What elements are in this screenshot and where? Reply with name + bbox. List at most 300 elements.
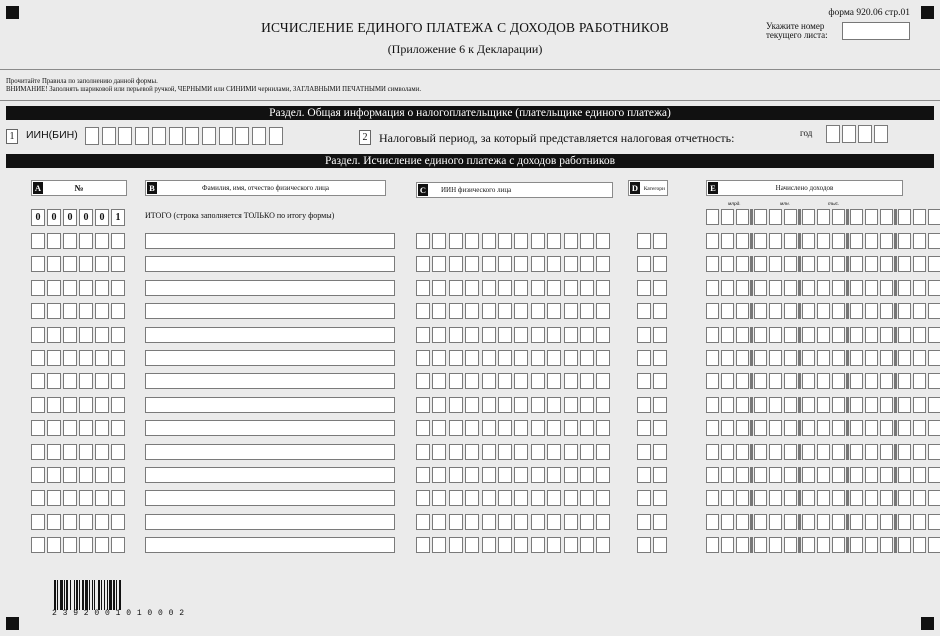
iin-digit-cell[interactable] [416, 467, 430, 483]
iin-digit-cell[interactable] [416, 537, 430, 553]
income-digit-cell[interactable] [721, 514, 734, 530]
income-digit-cell[interactable] [736, 303, 749, 319]
iin-digit-cell[interactable] [596, 327, 610, 343]
income-digit-cell[interactable] [769, 467, 782, 483]
income-digit-cell[interactable] [817, 350, 830, 366]
income-digit-cell[interactable] [913, 303, 926, 319]
row-number-cell[interactable] [47, 444, 61, 460]
income-digit-cell[interactable] [898, 256, 911, 272]
iin-digit-cell[interactable] [432, 373, 446, 389]
income-digit-cell[interactable] [784, 350, 797, 366]
full-name-field[interactable] [145, 514, 395, 530]
iin-digit-cell[interactable] [514, 303, 528, 319]
income-digit-cell[interactable] [802, 397, 815, 413]
income-digit-cell[interactable] [928, 327, 940, 343]
income-digit-cell[interactable] [802, 303, 815, 319]
category-digit-cell[interactable] [637, 514, 651, 530]
income-digit-cell[interactable] [769, 350, 782, 366]
income-digit-cell[interactable] [850, 373, 863, 389]
iin-digit-cell[interactable] [514, 444, 528, 460]
income-digit-cell[interactable] [865, 350, 878, 366]
row-number-cell[interactable] [79, 350, 93, 366]
iin-digit-cell[interactable] [514, 420, 528, 436]
full-name-field[interactable] [145, 537, 395, 553]
income-digit-cell[interactable] [706, 537, 719, 553]
category-digit-cell[interactable] [637, 490, 651, 506]
income-digit-cell[interactable] [736, 490, 749, 506]
iin-bin-digit-cell[interactable] [118, 127, 132, 145]
income-digit-cell[interactable] [832, 537, 845, 553]
row-number-cell[interactable] [63, 373, 77, 389]
itogo-income-digit-cell[interactable] [802, 209, 815, 225]
income-digit-cell[interactable] [865, 303, 878, 319]
income-digit-cell[interactable] [898, 233, 911, 249]
income-digit-cell[interactable] [880, 280, 893, 296]
income-digit-cell[interactable] [784, 420, 797, 436]
income-digit-cell[interactable] [865, 256, 878, 272]
income-digit-cell[interactable] [898, 444, 911, 460]
iin-digit-cell[interactable] [514, 514, 528, 530]
iin-digit-cell[interactable] [580, 490, 594, 506]
income-digit-cell[interactable] [817, 537, 830, 553]
sheet-number-field[interactable] [842, 22, 910, 40]
income-digit-cell[interactable] [721, 444, 734, 460]
row-number-cell[interactable] [63, 537, 77, 553]
income-digit-cell[interactable] [784, 280, 797, 296]
iin-digit-cell[interactable] [531, 350, 545, 366]
row-number-cell[interactable] [79, 420, 93, 436]
income-digit-cell[interactable] [832, 327, 845, 343]
income-digit-cell[interactable] [913, 350, 926, 366]
income-digit-cell[interactable] [898, 280, 911, 296]
income-digit-cell[interactable] [754, 537, 767, 553]
category-digit-cell[interactable] [653, 397, 667, 413]
income-digit-cell[interactable] [913, 537, 926, 553]
iin-digit-cell[interactable] [564, 467, 578, 483]
income-digit-cell[interactable] [880, 537, 893, 553]
income-digit-cell[interactable] [802, 420, 815, 436]
row-number-cell[interactable] [111, 397, 125, 413]
category-digit-cell[interactable] [637, 327, 651, 343]
income-digit-cell[interactable] [880, 420, 893, 436]
category-digit-cell[interactable] [653, 280, 667, 296]
iin-digit-cell[interactable] [564, 373, 578, 389]
income-digit-cell[interactable] [913, 467, 926, 483]
income-digit-cell[interactable] [784, 537, 797, 553]
row-number-cell[interactable] [79, 444, 93, 460]
row-number-cell[interactable] [95, 514, 109, 530]
iin-digit-cell[interactable] [498, 490, 512, 506]
income-digit-cell[interactable] [928, 280, 940, 296]
income-digit-cell[interactable] [802, 327, 815, 343]
iin-digit-cell[interactable] [531, 373, 545, 389]
row-number-cell[interactable] [95, 444, 109, 460]
iin-digit-cell[interactable] [416, 327, 430, 343]
income-digit-cell[interactable] [850, 303, 863, 319]
income-digit-cell[interactable] [880, 327, 893, 343]
income-digit-cell[interactable] [784, 233, 797, 249]
row-number-cell[interactable] [31, 514, 45, 530]
income-digit-cell[interactable] [736, 514, 749, 530]
income-digit-cell[interactable] [769, 327, 782, 343]
row-number-cell[interactable] [111, 350, 125, 366]
iin-digit-cell[interactable] [498, 280, 512, 296]
income-digit-cell[interactable] [769, 420, 782, 436]
iin-digit-cell[interactable] [432, 303, 446, 319]
income-digit-cell[interactable] [880, 490, 893, 506]
row-number-cell[interactable] [31, 467, 45, 483]
iin-digit-cell[interactable] [580, 514, 594, 530]
iin-digit-cell[interactable] [482, 397, 496, 413]
income-digit-cell[interactable] [721, 280, 734, 296]
row-number-cell[interactable] [31, 350, 45, 366]
iin-digit-cell[interactable] [449, 327, 463, 343]
iin-digit-cell[interactable] [547, 303, 561, 319]
income-digit-cell[interactable] [754, 256, 767, 272]
iin-digit-cell[interactable] [596, 303, 610, 319]
iin-digit-cell[interactable] [449, 256, 463, 272]
income-digit-cell[interactable] [802, 537, 815, 553]
income-digit-cell[interactable] [913, 256, 926, 272]
income-digit-cell[interactable] [706, 420, 719, 436]
iin-digit-cell[interactable] [596, 490, 610, 506]
iin-digit-cell[interactable] [482, 327, 496, 343]
income-digit-cell[interactable] [721, 373, 734, 389]
row-number-cell[interactable] [111, 256, 125, 272]
row-number-cell[interactable] [95, 537, 109, 553]
income-digit-cell[interactable] [817, 233, 830, 249]
iin-digit-cell[interactable] [416, 303, 430, 319]
income-digit-cell[interactable] [721, 420, 734, 436]
iin-digit-cell[interactable] [416, 490, 430, 506]
income-digit-cell[interactable] [913, 397, 926, 413]
iin-digit-cell[interactable] [465, 397, 479, 413]
iin-digit-cell[interactable] [498, 303, 512, 319]
itogo-income-digit-cell[interactable] [817, 209, 830, 225]
iin-digit-cell[interactable] [465, 373, 479, 389]
iin-digit-cell[interactable] [531, 490, 545, 506]
income-digit-cell[interactable] [817, 327, 830, 343]
income-digit-cell[interactable] [913, 327, 926, 343]
income-digit-cell[interactable] [706, 373, 719, 389]
iin-digit-cell[interactable] [498, 514, 512, 530]
itogo-income-digit-cell[interactable] [898, 209, 911, 225]
income-digit-cell[interactable] [721, 397, 734, 413]
income-digit-cell[interactable] [754, 444, 767, 460]
income-digit-cell[interactable] [850, 327, 863, 343]
iin-digit-cell[interactable] [482, 256, 496, 272]
row-number-cell[interactable] [95, 490, 109, 506]
iin-digit-cell[interactable] [498, 256, 512, 272]
iin-digit-cell[interactable] [531, 420, 545, 436]
income-digit-cell[interactable] [850, 233, 863, 249]
income-digit-cell[interactable] [865, 537, 878, 553]
row-number-cell[interactable] [111, 444, 125, 460]
income-digit-cell[interactable] [721, 303, 734, 319]
income-digit-cell[interactable] [736, 256, 749, 272]
income-digit-cell[interactable] [865, 280, 878, 296]
category-digit-cell[interactable] [653, 327, 667, 343]
row-number-cell[interactable] [31, 444, 45, 460]
income-digit-cell[interactable] [850, 537, 863, 553]
full-name-field[interactable] [145, 490, 395, 506]
income-digit-cell[interactable] [832, 303, 845, 319]
row-number-cell[interactable] [63, 467, 77, 483]
income-digit-cell[interactable] [832, 514, 845, 530]
iin-digit-cell[interactable] [531, 537, 545, 553]
row-number-cell[interactable] [31, 233, 45, 249]
income-digit-cell[interactable] [832, 397, 845, 413]
iin-digit-cell[interactable] [416, 256, 430, 272]
income-digit-cell[interactable] [802, 514, 815, 530]
income-digit-cell[interactable] [706, 303, 719, 319]
iin-digit-cell[interactable] [596, 467, 610, 483]
iin-digit-cell[interactable] [547, 327, 561, 343]
category-digit-cell[interactable] [637, 233, 651, 249]
income-digit-cell[interactable] [850, 467, 863, 483]
iin-digit-cell[interactable] [482, 350, 496, 366]
iin-digit-cell[interactable] [432, 327, 446, 343]
category-digit-cell[interactable] [653, 490, 667, 506]
iin-bin-digit-cell[interactable] [102, 127, 116, 145]
iin-digit-cell[interactable] [449, 373, 463, 389]
iin-digit-cell[interactable] [564, 514, 578, 530]
income-digit-cell[interactable] [721, 256, 734, 272]
income-digit-cell[interactable] [706, 467, 719, 483]
category-digit-cell[interactable] [653, 350, 667, 366]
row-number-cell[interactable] [111, 373, 125, 389]
income-digit-cell[interactable] [802, 467, 815, 483]
row-number-cell[interactable] [47, 373, 61, 389]
income-digit-cell[interactable] [721, 490, 734, 506]
income-digit-cell[interactable] [898, 397, 911, 413]
income-digit-cell[interactable] [784, 514, 797, 530]
row-number-cell[interactable] [95, 327, 109, 343]
row-number-cell[interactable] [31, 256, 45, 272]
row-number-cell[interactable] [95, 420, 109, 436]
income-digit-cell[interactable] [784, 444, 797, 460]
iin-digit-cell[interactable] [432, 537, 446, 553]
category-digit-cell[interactable] [653, 303, 667, 319]
row-number-cell[interactable] [79, 537, 93, 553]
income-digit-cell[interactable] [706, 490, 719, 506]
iin-digit-cell[interactable] [514, 373, 528, 389]
income-digit-cell[interactable] [817, 420, 830, 436]
itogo-income-digit-cell[interactable] [913, 209, 926, 225]
iin-digit-cell[interactable] [449, 303, 463, 319]
income-digit-cell[interactable] [898, 303, 911, 319]
row-number-cell[interactable] [111, 490, 125, 506]
year-digit-cell[interactable] [874, 125, 888, 143]
row-number-cell[interactable] [47, 490, 61, 506]
category-digit-cell[interactable] [637, 444, 651, 460]
income-digit-cell[interactable] [817, 303, 830, 319]
iin-digit-cell[interactable] [432, 280, 446, 296]
iin-digit-cell[interactable] [482, 373, 496, 389]
iin-digit-cell[interactable] [449, 514, 463, 530]
row-number-cell[interactable] [47, 420, 61, 436]
iin-digit-cell[interactable] [498, 350, 512, 366]
iin-digit-cell[interactable] [432, 233, 446, 249]
iin-digit-cell[interactable] [547, 514, 561, 530]
row-number-cell[interactable] [63, 256, 77, 272]
year-digit-cell[interactable] [842, 125, 856, 143]
row-number-cell[interactable] [111, 280, 125, 296]
income-digit-cell[interactable] [928, 514, 940, 530]
itogo-income-digit-cell[interactable] [928, 209, 940, 225]
iin-digit-cell[interactable] [465, 514, 479, 530]
row-number-cell[interactable] [79, 490, 93, 506]
income-digit-cell[interactable] [850, 280, 863, 296]
income-digit-cell[interactable] [721, 350, 734, 366]
iin-bin-digit-cell[interactable] [202, 127, 216, 145]
iin-digit-cell[interactable] [482, 467, 496, 483]
iin-digit-cell[interactable] [547, 373, 561, 389]
income-digit-cell[interactable] [850, 256, 863, 272]
iin-bin-digit-cell[interactable] [185, 127, 199, 145]
income-digit-cell[interactable] [898, 514, 911, 530]
iin-digit-cell[interactable] [432, 467, 446, 483]
income-digit-cell[interactable] [802, 373, 815, 389]
full-name-field[interactable] [145, 233, 395, 249]
row-number-cell[interactable] [63, 327, 77, 343]
income-digit-cell[interactable] [754, 327, 767, 343]
income-digit-cell[interactable] [784, 490, 797, 506]
iin-bin-digit-cell[interactable] [135, 127, 149, 145]
income-digit-cell[interactable] [850, 490, 863, 506]
iin-digit-cell[interactable] [416, 233, 430, 249]
income-digit-cell[interactable] [928, 350, 940, 366]
iin-digit-cell[interactable] [580, 537, 594, 553]
income-digit-cell[interactable] [880, 350, 893, 366]
income-digit-cell[interactable] [784, 327, 797, 343]
income-digit-cell[interactable] [832, 490, 845, 506]
itogo-income-digit-cell[interactable] [736, 209, 749, 225]
income-digit-cell[interactable] [769, 514, 782, 530]
income-digit-cell[interactable] [832, 444, 845, 460]
row-number-cell[interactable] [63, 420, 77, 436]
income-digit-cell[interactable] [832, 420, 845, 436]
iin-digit-cell[interactable] [449, 537, 463, 553]
iin-digit-cell[interactable] [547, 490, 561, 506]
iin-digit-cell[interactable] [531, 233, 545, 249]
income-digit-cell[interactable] [706, 327, 719, 343]
iin-digit-cell[interactable] [449, 490, 463, 506]
income-digit-cell[interactable] [817, 444, 830, 460]
category-digit-cell[interactable] [653, 420, 667, 436]
income-digit-cell[interactable] [928, 233, 940, 249]
income-digit-cell[interactable] [736, 397, 749, 413]
income-digit-cell[interactable] [784, 256, 797, 272]
category-digit-cell[interactable] [653, 467, 667, 483]
iin-digit-cell[interactable] [514, 397, 528, 413]
iin-digit-cell[interactable] [449, 397, 463, 413]
income-digit-cell[interactable] [832, 280, 845, 296]
row-number-cell[interactable] [79, 514, 93, 530]
full-name-field[interactable] [145, 280, 395, 296]
iin-bin-digit-cell[interactable] [152, 127, 166, 145]
iin-digit-cell[interactable] [564, 233, 578, 249]
row-number-cell[interactable] [111, 537, 125, 553]
income-digit-cell[interactable] [802, 233, 815, 249]
iin-digit-cell[interactable] [498, 233, 512, 249]
income-digit-cell[interactable] [784, 303, 797, 319]
iin-digit-cell[interactable] [449, 420, 463, 436]
iin-digit-cell[interactable] [465, 327, 479, 343]
row-number-cell[interactable] [95, 467, 109, 483]
iin-digit-cell[interactable] [449, 467, 463, 483]
iin-digit-cell[interactable] [416, 444, 430, 460]
iin-digit-cell[interactable] [596, 537, 610, 553]
row-number-cell[interactable] [31, 327, 45, 343]
row-number-cell[interactable] [63, 280, 77, 296]
row-number-cell[interactable] [79, 373, 93, 389]
iin-digit-cell[interactable] [531, 514, 545, 530]
iin-bin-digit-cell[interactable] [252, 127, 266, 145]
category-digit-cell[interactable] [653, 233, 667, 249]
income-digit-cell[interactable] [913, 420, 926, 436]
iin-digit-cell[interactable] [564, 444, 578, 460]
iin-digit-cell[interactable] [465, 420, 479, 436]
income-digit-cell[interactable] [754, 514, 767, 530]
iin-digit-cell[interactable] [547, 233, 561, 249]
category-digit-cell[interactable] [637, 537, 651, 553]
category-digit-cell[interactable] [637, 303, 651, 319]
income-digit-cell[interactable] [913, 514, 926, 530]
row-number-cell[interactable] [111, 327, 125, 343]
income-digit-cell[interactable] [898, 537, 911, 553]
iin-digit-cell[interactable] [596, 280, 610, 296]
full-name-field[interactable] [145, 327, 395, 343]
income-digit-cell[interactable] [721, 467, 734, 483]
iin-digit-cell[interactable] [596, 397, 610, 413]
row-number-cell[interactable] [47, 280, 61, 296]
iin-digit-cell[interactable] [416, 373, 430, 389]
income-digit-cell[interactable] [928, 256, 940, 272]
income-digit-cell[interactable] [769, 373, 782, 389]
row-number-cell[interactable] [111, 467, 125, 483]
row-number-cell[interactable] [31, 303, 45, 319]
row-number-cell[interactable] [79, 256, 93, 272]
income-digit-cell[interactable] [784, 373, 797, 389]
iin-digit-cell[interactable] [531, 327, 545, 343]
iin-bin-digit-cell[interactable] [219, 127, 233, 145]
iin-bin-digit-cell[interactable] [269, 127, 283, 145]
iin-digit-cell[interactable] [580, 233, 594, 249]
income-digit-cell[interactable] [706, 444, 719, 460]
iin-digit-cell[interactable] [531, 256, 545, 272]
income-digit-cell[interactable] [706, 514, 719, 530]
iin-digit-cell[interactable] [531, 280, 545, 296]
income-digit-cell[interactable] [769, 303, 782, 319]
full-name-field[interactable] [145, 350, 395, 366]
income-digit-cell[interactable] [817, 514, 830, 530]
iin-digit-cell[interactable] [465, 303, 479, 319]
income-digit-cell[interactable] [736, 444, 749, 460]
income-digit-cell[interactable] [736, 350, 749, 366]
income-digit-cell[interactable] [754, 373, 767, 389]
category-digit-cell[interactable] [653, 256, 667, 272]
income-digit-cell[interactable] [802, 256, 815, 272]
iin-digit-cell[interactable] [498, 467, 512, 483]
income-digit-cell[interactable] [769, 280, 782, 296]
income-digit-cell[interactable] [850, 350, 863, 366]
category-digit-cell[interactable] [637, 350, 651, 366]
iin-digit-cell[interactable] [564, 303, 578, 319]
row-number-cell[interactable] [95, 280, 109, 296]
income-digit-cell[interactable] [802, 350, 815, 366]
category-digit-cell[interactable] [653, 537, 667, 553]
